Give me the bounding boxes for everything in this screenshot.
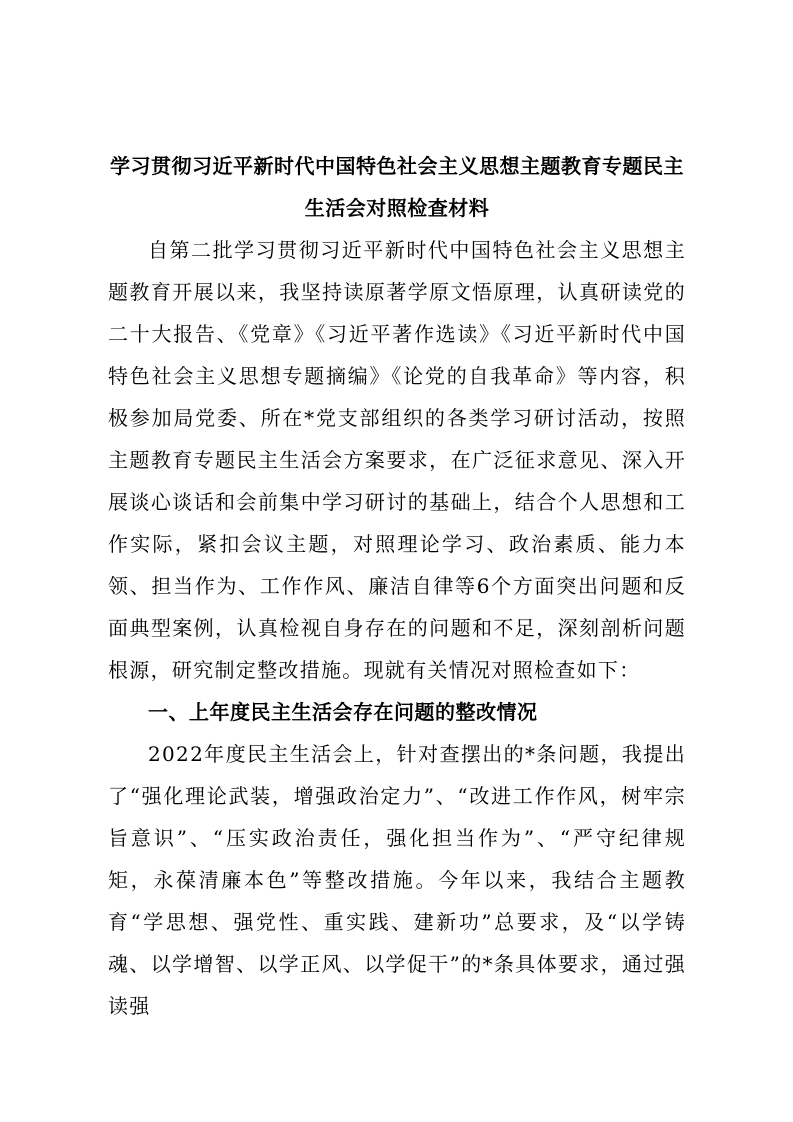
document-body bbox=[108, 145, 686, 1027]
document-title: 学习贯彻习近平新时代中国特色社会主义思想主题教育专题民主生活会对照检查材料 bbox=[110, 154, 684, 220]
intro-paragraph: 自第二批学习贯彻习近平新时代中国特色社会主义思想主题教育开展以来，我坚持读原著学原文悟原理，认真研读党的二十大报告、《党章》《习近平著作选读》《习近平新时代中国特色社会主义思想专题摘编》《论党的自我革命》等内容，积极参加局党委、所在*党支部组织的各类学习研讨活动，按照主题教育专题民主生活会方案要求，在广泛征求意见、深入开展谈心谈话和会前集中学习研讨的基础上，结合个人思想和工作实际，紧扣会议主题，对照理论学习、政治素质、能力本领、担当作为、工作作风、廉洁自律等6个方面突出问题和反面典型案例，认真检视自身存在的问题和不足，深刻剖析问题根源，研究制定整改措施。现就有关情况对照检查如下： bbox=[108, 238, 686, 682]
section-heading: 一、上年度民主生活会存在问题的整改情况 bbox=[148, 700, 538, 724]
section-paragraph: 2022年度民主生活会上，针对查摆出的*条问题，我提出了“强化理论武装，增强政治定力”、“改进工作作风，树牢宗旨意识”、“压实政治责任，强化担当作为”、“严守纪律规矩，永葆清廉本色”等整改措施。今年以来，我结合主题教育“学思想、强党性、重实践、建新功”总要求，及“以学铸魂、以学增智、以学正风、以学促干”的*条具体要求，通过强读强 bbox=[108, 742, 686, 1018]
